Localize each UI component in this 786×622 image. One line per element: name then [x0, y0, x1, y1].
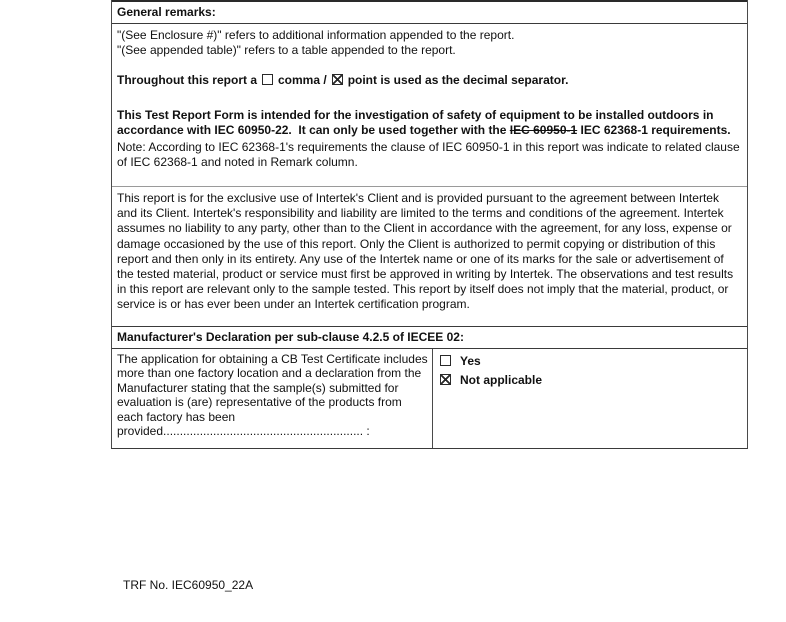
declaration-question-cell [112, 349, 433, 448]
decimal-separator-line [117, 73, 740, 88]
appended-table-note: "(See appended table)" refers to a table appended to the report. [117, 43, 456, 57]
not-applicable-checkbox[interactable] [440, 374, 451, 385]
general-remarks-title: General remarks: [117, 5, 216, 19]
enclosure-note: "(See Enclosure #)" refers to additional information appended to the report. [117, 28, 515, 42]
point-checkbox[interactable] [332, 74, 343, 85]
iec60950-1-strikethrough: IEC 60950-1 [509, 123, 578, 137]
not-applicable-option-label: Not applicable [460, 372, 543, 387]
yes-checkbox[interactable] [440, 355, 451, 366]
manufacturers-declaration-title: Manufacturer's Declaration per sub-clause 4.2.5 of IECEE 02: [117, 330, 464, 344]
declaration-question-text: The application for obtaining a CB Test Certificate includes more than one factory location and a declaration from the Manufacturer stating that the sample(s) submitted for evaluation is (are) representative of the products from each factory has been provided............................................................ : [117, 352, 428, 439]
declaration-row [112, 349, 747, 448]
decimal-separator-text-3: point is used as the decimal separator. [347, 73, 569, 87]
general-remarks-cell [112, 24, 747, 187]
yes-option [440, 354, 743, 367]
decimal-separator-text-1: Throughout this report a [117, 73, 257, 87]
decimal-separator-text-2: comma / [278, 73, 327, 87]
manufacturers-declaration-header [112, 327, 747, 349]
report-form-table [111, 0, 748, 449]
declaration-options-cell [433, 349, 747, 448]
trf-purpose-paragraph [117, 108, 740, 138]
general-remarks-header [112, 2, 747, 24]
trf-number-footer: TRF No. IEC60950_22A [123, 578, 254, 592]
not-applicable-option [440, 373, 743, 386]
trf-purpose-text-1: This Test Report Form is intended for the investigation of safety of equipment to be installed outdoors in accordance with IEC 60950-22. It can only be used together with the [117, 108, 717, 137]
yes-option-label: Yes [460, 353, 481, 368]
intertek-disclaimer-text: This report is for the exclusive use of Intertek's Client and is provided pursuant to the agreement between Intertek and its Client. Intertek's responsibility and liability are limited to the terms and conditions of the agreement. Intertek assumes no liability to any party, other than to the Client in accordance with the agreement, for any loss, expense or damage occasioned by the use of this report. Only the Client is authorized to permit copying or distribution of this report and then only in its entirety. Any use of the Intertek name or one of its marks for the sale or advertisement of the tested material, product or service must first be approved in writing by Intertek. The observations and test results in this report are relevant only to the sample tested. This report by itself does not imply that the material, product, or service is or has ever been under an Intertek certification program. [117, 191, 734, 312]
comma-checkbox[interactable] [262, 74, 273, 85]
trf-purpose-text-2: IEC 62368-1 requirements. [577, 123, 731, 137]
intertek-disclaimer-cell [112, 187, 747, 327]
note-paragraph: Note: According to IEC 62368-1's requirements the clause of IEC 60950-1 in this report was indicate to related clause of IEC 62368-1 and noted in Remark column. [117, 140, 743, 169]
